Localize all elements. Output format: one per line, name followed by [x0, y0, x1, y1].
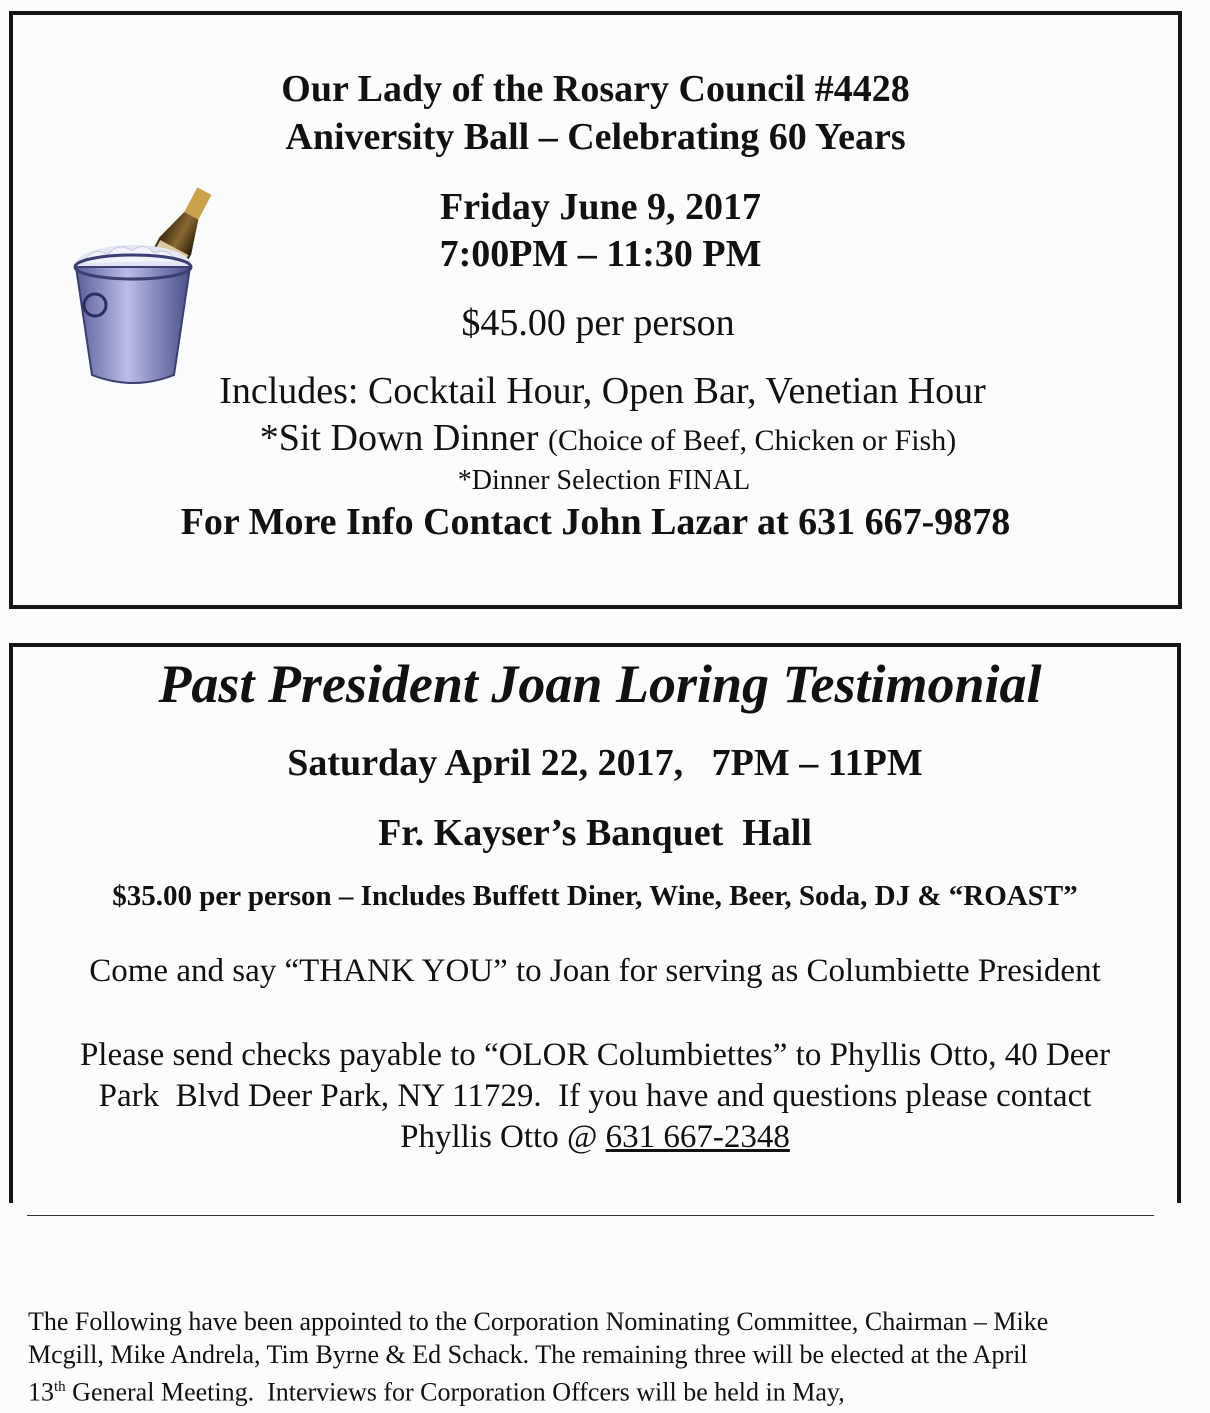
event-time: 7:00PM – 11:30 PM [439, 233, 762, 275]
event-title: Aniversity Ball – Celebrating 60 Years [285, 116, 906, 158]
checks-contact-prefix: Phyllis Otto @ [400, 1119, 606, 1155]
notice-day-suffix: th [54, 1379, 66, 1395]
council-name: Our Lady of the Rosary Council #4428 [281, 68, 910, 110]
notice-line-2: Mcgill, Mike Andrela, Tim Byrne & Ed Schack. The remaining three will be elected at the April [28, 1340, 1028, 1369]
checks-phone-link[interactable]: 631 667-2348 [605, 1119, 790, 1155]
testimonial-title: Past President Joan Loring Testimonial [158, 654, 1042, 714]
section-divider [27, 1215, 1154, 1216]
notice-line-3 [28, 1371, 1178, 1409]
event-date: Friday June 9, 2017 [440, 186, 761, 228]
testimonial-thanks: Come and say “THANK YOU” to Joan for serving as Columbiette President [89, 953, 1101, 989]
testimonial-date-time: Saturday April 22, 2017, 7PM – 11PM [287, 742, 923, 784]
event-price: $45.00 per person [461, 302, 735, 344]
dinner-choice: (Choice of Beef, Chicken or Fish) [547, 424, 957, 457]
checks-line-1: Please send checks payable to “OLOR Columbiettes” to Phyllis Otto, 40 Deer [79, 1037, 1111, 1073]
nominating-committee-notice [28, 1305, 1178, 1409]
contact-info: For More Info Contact John Lazar at 631 667-9878 [180, 501, 1011, 543]
dinner-main: *Sit Down Dinner [259, 417, 539, 459]
testimonial-price: $35.00 per person – Includes Buffett Diner, Wine, Beer, Soda, DJ & “ROAST” [112, 880, 1078, 912]
notice-rest: General Meeting. Interviews for Corporation Offcers will be held in May, [65, 1377, 845, 1407]
checks-line-3 [13, 1119, 1177, 1156]
dinner-line [38, 416, 1178, 460]
testimonial-venue: Fr. Kayser’s Banquet Hall [378, 812, 812, 854]
dinner-note: *Dinner Selection FINAL [457, 465, 751, 496]
event-includes: Includes: Cocktail Hour, Open Bar, Venetian Hour [219, 370, 986, 412]
checks-line-2: Park Blvd Deer Park, NY 11729. If you have and questions please contact [98, 1078, 1092, 1114]
notice-line-1: The Following have been appointed to the Corporation Nominating Committee, Chairman – Mike [28, 1307, 1049, 1336]
notice-day: 13 [28, 1377, 54, 1407]
testimonial-box [9, 643, 1181, 1203]
anniversary-ball-box [9, 11, 1182, 609]
